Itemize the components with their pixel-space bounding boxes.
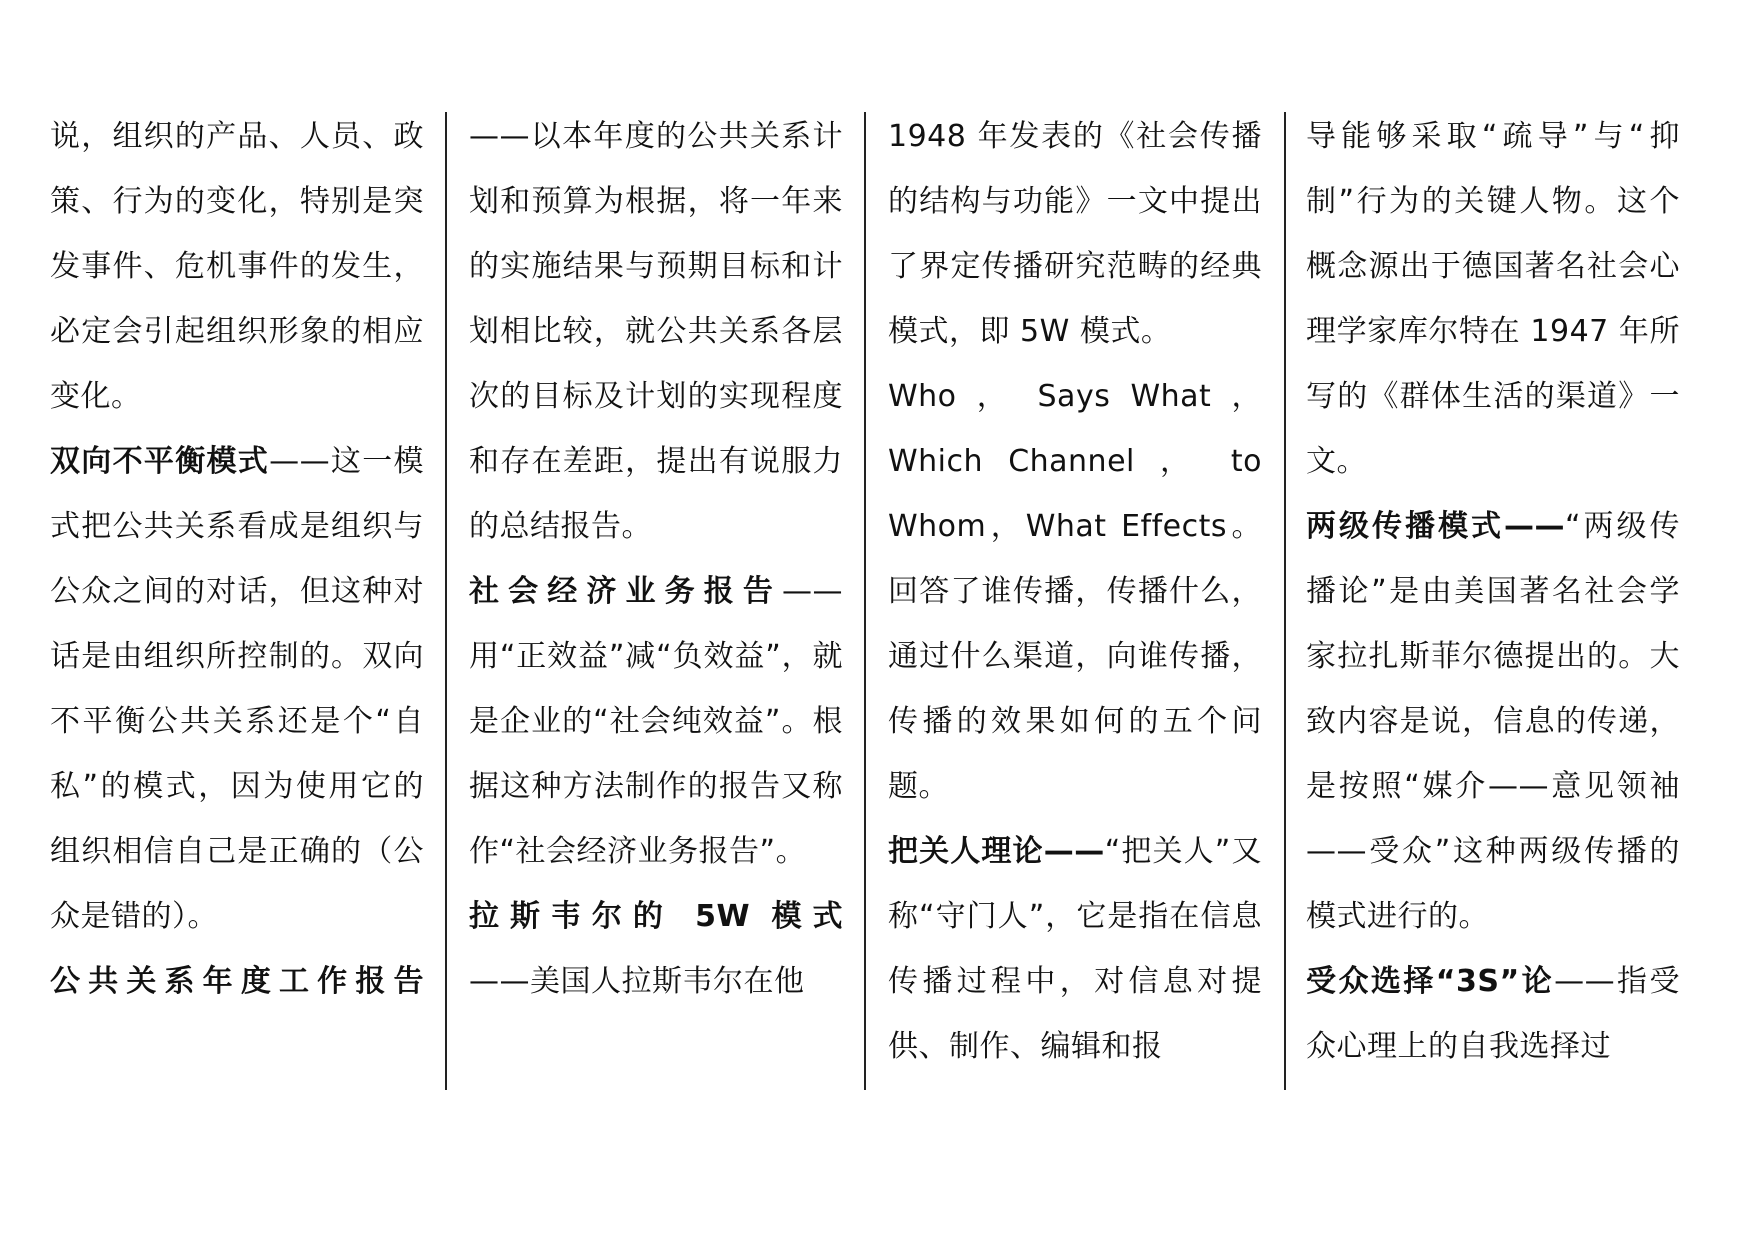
column-divider <box>864 112 866 1090</box>
term-heading: 公共关系年度工作报告 <box>50 964 424 999</box>
paragraph-text: “把关人”又称“守门人”，它是指在信息传播过程中，对信息对提供、制作、编辑和报 <box>888 834 1262 1064</box>
paragraph-text: ——这一模式把公共关系看成是组织与公众之间的对话，但这种对话是由组织所控制的。双向不平衡公共关系还是个“自私”的模式，因为使用它的组织相信自己是正确的（公众是错的）。 <box>50 444 425 934</box>
paragraph <box>1306 494 1680 949</box>
term-heading: 双向不平衡模式 <box>50 444 270 479</box>
text-column-4 <box>1306 104 1680 1079</box>
model-line: Which Channel ， to <box>888 444 1262 479</box>
paragraph <box>1306 104 1680 494</box>
paragraph-text: “两级传播论”是由美国著名社会学家拉扎斯菲尔德提出的。大致内容是说，信息的传递，是按照“媒介——意见领袖——受众”这种两级传播的模式进行的。 <box>1306 509 1680 934</box>
paragraph <box>1306 949 1680 1079</box>
paragraph-text: 1948 年发表的《社会传播的结构与功能》一文中提出了界定传播研究范畴的经典模式，即 5W 模式。 <box>888 119 1262 349</box>
paragraph-text: 说，组织的产品、人员、政策、行为的变化，特别是突发事件、危机事件的发生，必定会引起组织形象的相应变化。 <box>50 119 424 414</box>
paragraph <box>469 884 843 1014</box>
paragraph <box>469 104 843 559</box>
paragraph <box>469 559 843 884</box>
text-column-2 <box>469 104 843 1014</box>
paragraph <box>50 429 424 949</box>
term-heading: 受众选择“3S”论 <box>1306 964 1555 999</box>
column-divider <box>1284 112 1286 1090</box>
paragraph <box>50 104 424 429</box>
term-heading: 把关人理论—— <box>888 834 1105 869</box>
paragraph-text: ——指受众心理上的自我选择过 <box>1306 964 1681 1064</box>
paragraph-text: Whom，What Effects。回答了谁传播，传播什么，通过什么渠道，向谁传播，传播的效果如何的五个问题。 <box>888 509 1262 804</box>
term-heading: 拉斯韦尔的 5W 模式 <box>469 899 843 934</box>
text-column-1 <box>50 104 424 1014</box>
model-line: Who ， Says What ， <box>888 379 1262 414</box>
column-divider <box>445 112 447 1090</box>
paragraph-text: ——以本年度的公共关系计划和预算为根据，将一年来的实施结果与预期目标和计划相比较，就公共关系各层次的目标及计划的实现程度和存在差距，提出有说服力的总结报告。 <box>469 119 843 544</box>
paragraph <box>888 819 1262 1079</box>
text-column-3 <box>888 104 1262 1079</box>
term-heading: 社会经济业务报告 <box>469 574 782 609</box>
paragraph-text: ——美国人拉斯韦尔在他 <box>469 964 805 999</box>
paragraph <box>50 949 424 1014</box>
term-heading: 两级传播模式—— <box>1306 509 1565 544</box>
paragraph-text: 导能够采取“疏导”与“抑制”行为的关键人物。这个概念源出于德国著名社会心理学家库尔特在 1947 年所写的《群体生活的渠道》一文。 <box>1306 119 1680 479</box>
paragraph-text: ——用“正效益”减“负效益”，就是企业的“社会纯效益”。根据这种方法制作的报告又称作“社会经济业务报告”。 <box>469 574 843 869</box>
paragraph <box>888 104 1262 819</box>
